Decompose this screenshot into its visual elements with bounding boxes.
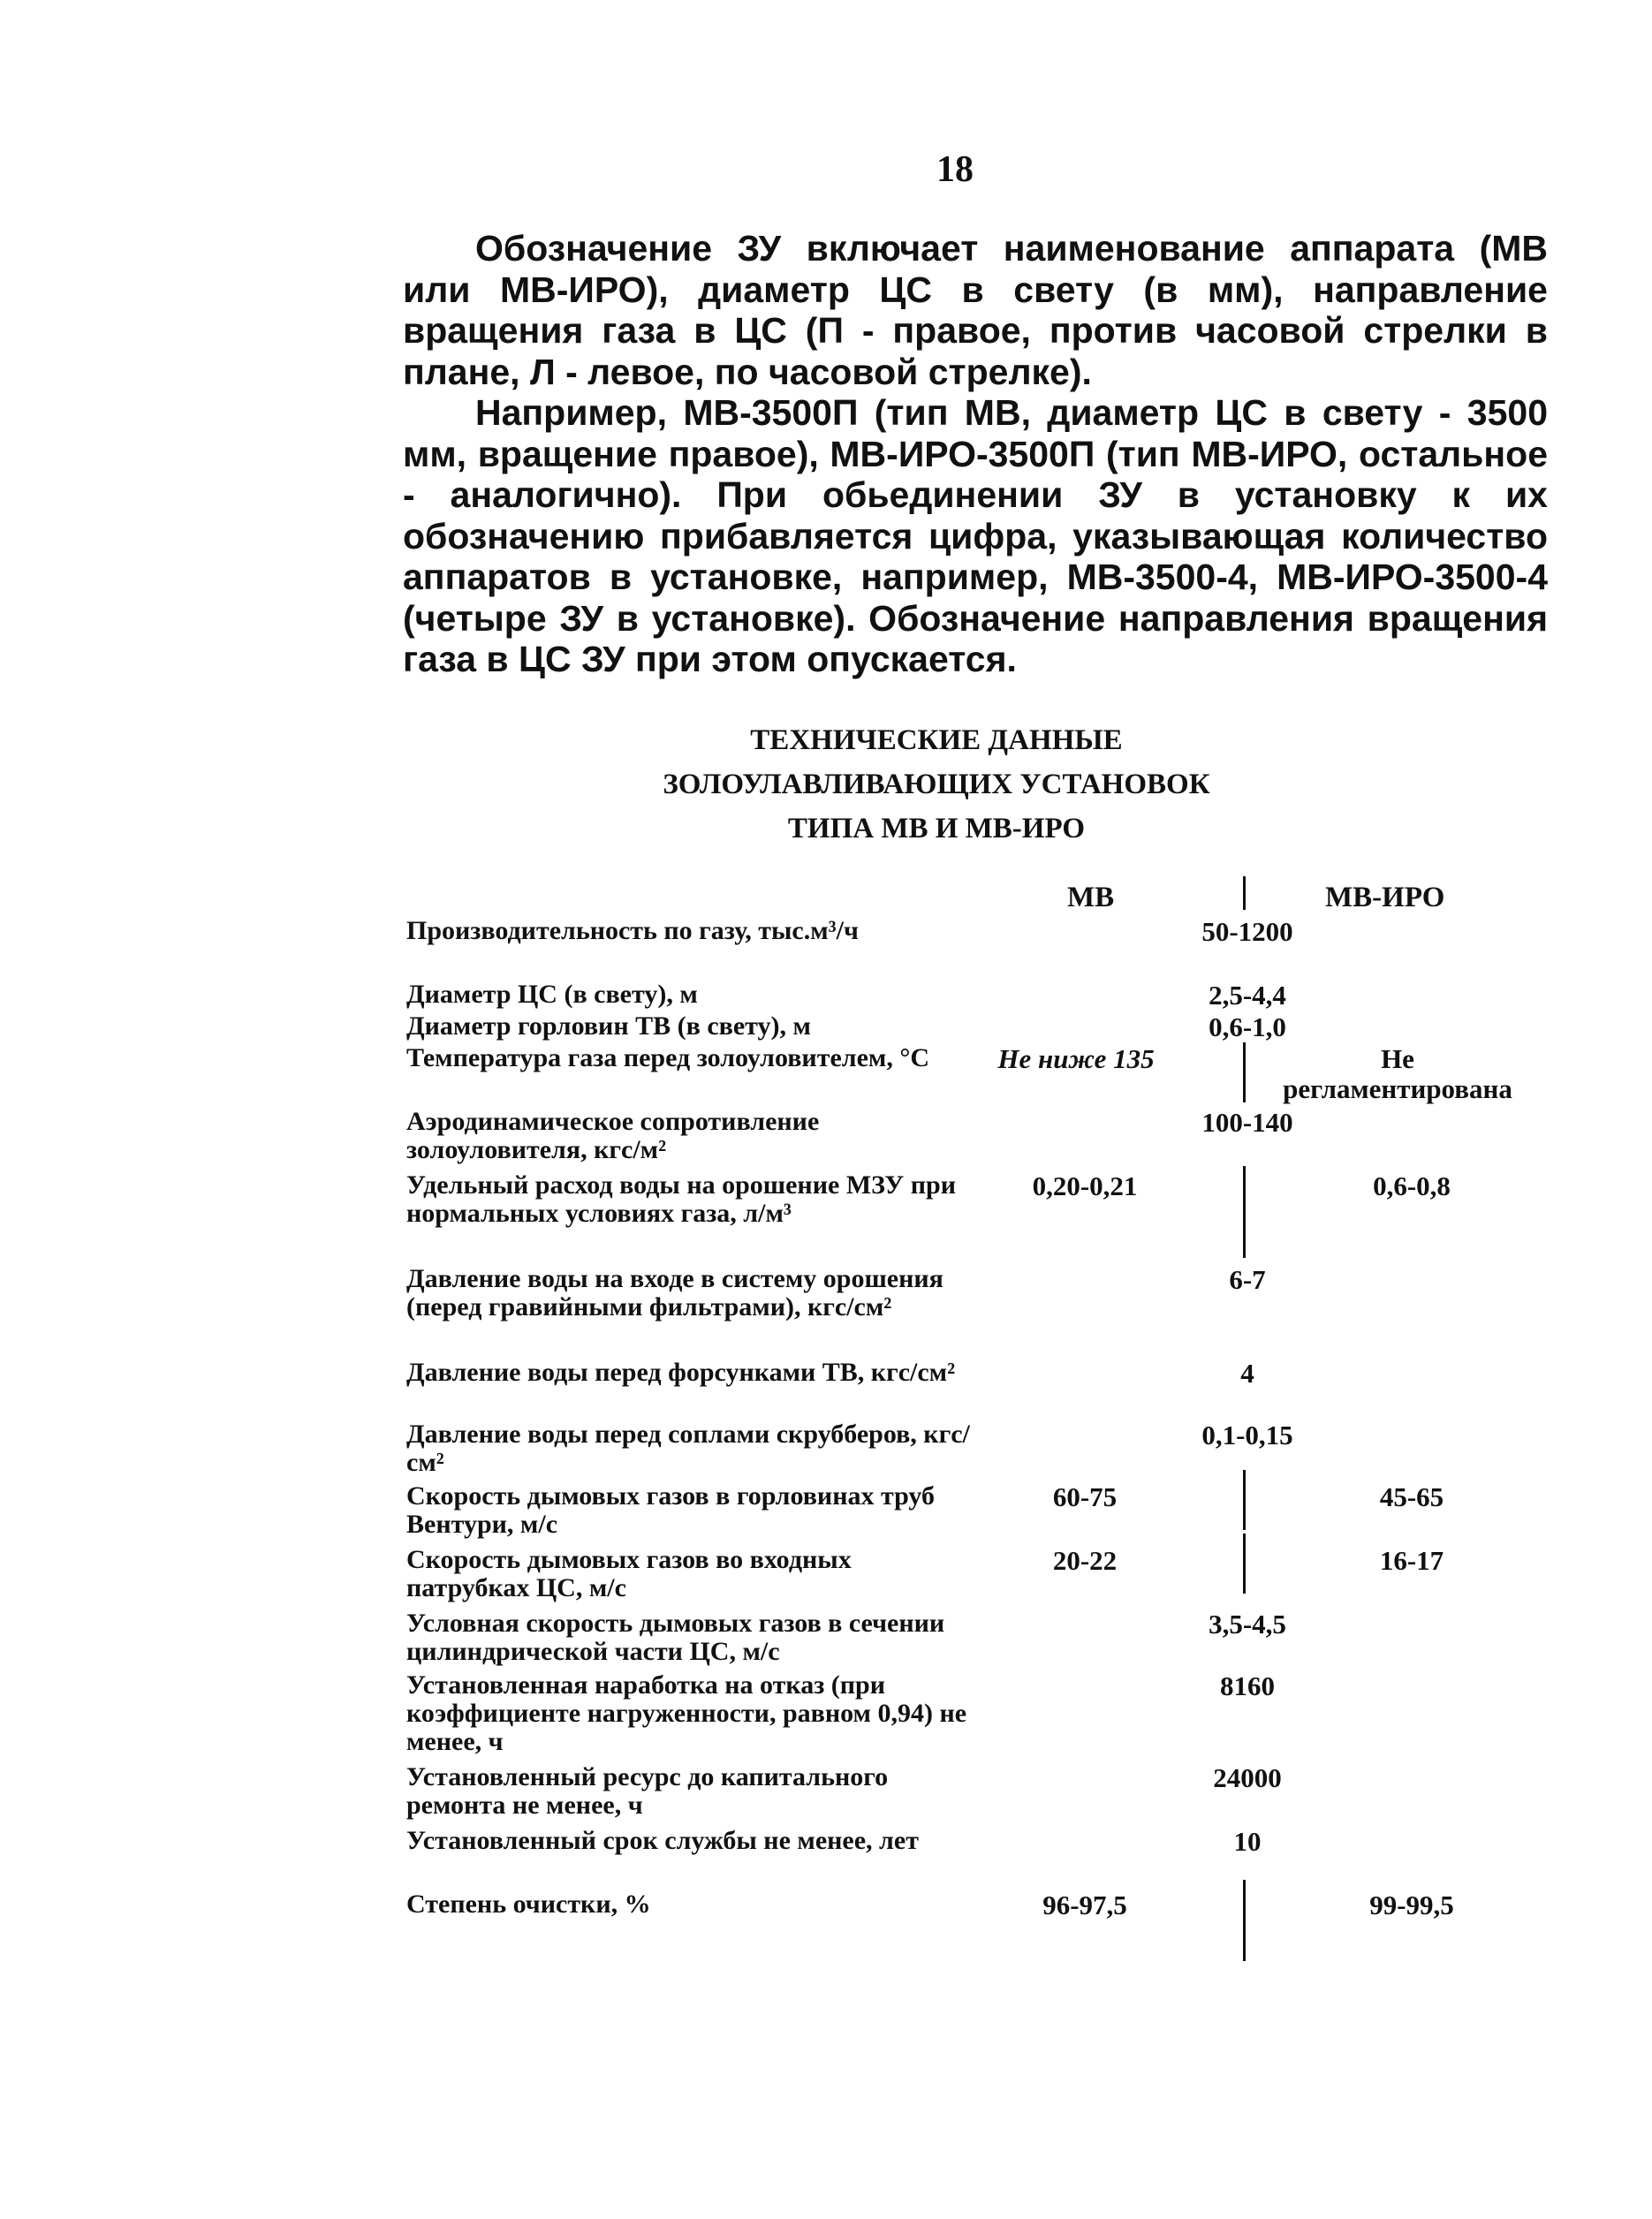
column-separator [1243, 1534, 1246, 1594]
param-value-scrubber-pressure: 0,1-0,15 [1201, 1420, 1293, 1450]
param-label-aero-resistance: Аэродинамическое сопротивление золоуловителя, кгс/м² [406, 1107, 820, 1164]
param-label-mtbf: Установленная наработка на отказ (при коэффициенте нагруженности, равном 0,94) не менее, ч [406, 1670, 967, 1756]
param-value-nozzle-pressure: 4 [1240, 1358, 1254, 1389]
table-title-line-1: ТЕХНИЧЕСКИЕ ДАННЫЕ [750, 724, 1123, 756]
param-value-cleaning-degree-mv: 96-97,5 [1042, 1890, 1127, 1920]
column-header-mv: МВ [1067, 882, 1115, 913]
param-value-throat-diameter: 0,6-1,0 [1209, 1011, 1286, 1042]
param-value-conditional-gas-speed: 3,5-4,5 [1209, 1609, 1286, 1640]
param-value-gas-temperature-mv: Не ниже 135 [997, 1043, 1155, 1074]
param-value-cs-diameter: 2,5-4,4 [1209, 980, 1286, 1011]
column-separator [1243, 1042, 1246, 1102]
param-value-inlet-gas-speed-mv-iro: 16-17 [1379, 1545, 1444, 1576]
table-title-line-2: ЗОЛОУЛАВЛИВАЮЩИХ УСТАНОВОК [663, 769, 1210, 800]
param-label-gas-temperature: Температура газа перед золоуловителем, °С [406, 1043, 930, 1072]
param-value-water-consumption-mv: 0,20-0,21 [1032, 1170, 1138, 1201]
intro-paragraph-1: Обозначение ЗУ включает наименование аппарата (МВ или МВ-ИРО), диаметр ЦС в свету (в мм), направление вращения газа в ЦС (П - правое, против часовой стрелки в плане, Л - левое, по часовой стрелке). [403, 228, 1548, 392]
column-separator [1243, 1166, 1246, 1258]
intro-paragraph-2: Например, МВ-3500П (тип МВ, диаметр ЦС в свету - 3500 мм, вращение правое), МВ-ИРО-3500П (тип МВ-ИРО, остальное - аналогично). При обьединении ЗУ в установку к их обозначению прибавляется цифра, указывающая количество аппаратов в установке, например, МВ-3500-4, МВ-ИРО-3500-4 (четыре ЗУ в установке). Обозначение направления вращения газа в ЦС ЗУ при этом опускается. [403, 392, 1548, 679]
param-label-nozzle-pressure: Давление воды перед форсунками ТВ, кгс/см² [406, 1358, 956, 1387]
page-number: 18 [936, 149, 974, 190]
param-label-service-resource: Установленный ресурс до капитального ремонта не менее, ч [406, 1762, 889, 1820]
param-label-scrubber-pressure: Давление воды перед соплами скрубберов, кгс/см² [406, 1420, 970, 1477]
column-separator [1243, 1470, 1246, 1530]
param-label-inlet-gas-speed: Скорость дымовых газов во входных патрубках ЦС, м/с [406, 1545, 852, 1602]
param-value-venturi-gas-speed-mv: 60-75 [1052, 1481, 1118, 1512]
param-value-gas-temperature-mv-iro: Не регламентирована [1283, 1043, 1512, 1104]
param-label-venturi-gas-speed: Скорость дымовых газов в горловинах труб Вентури, м/с [406, 1481, 935, 1539]
param-value-inlet-gas-speed-mv: 20-22 [1052, 1545, 1118, 1576]
param-label-service-life: Установленный срок службы не менее, лет [406, 1826, 919, 1855]
param-value-water-consumption-mv-iro: 0,6-0,8 [1373, 1170, 1451, 1201]
column-separator [1243, 876, 1246, 910]
param-label-throat-diameter: Диаметр горловин ТВ (в свету), м [406, 1011, 811, 1041]
param-value-inlet-water-pressure: 6-7 [1229, 1264, 1266, 1295]
param-value-venturi-gas-speed-mv-iro: 45-65 [1379, 1481, 1444, 1512]
param-value-throughput: 50-1200 [1201, 916, 1293, 947]
column-header-mv-iro: МВ-ИРО [1325, 882, 1445, 913]
param-label-water-consumption: Удельный расход воды на орошение МЗУ при нормальных условиях газа, л/м³ [406, 1170, 956, 1228]
param-label-throughput: Производительность по газу, тыс.м³/ч [406, 916, 859, 945]
column-separator [1243, 1880, 1246, 1961]
param-label-cs-diameter: Диаметр ЦС (в свету), м [406, 980, 698, 1009]
param-value-service-life: 10 [1233, 1826, 1262, 1857]
table-title-line-3: ТИПА МВ И МВ-ИРО [787, 813, 1086, 844]
param-label-inlet-water-pressure: Давление воды на входе в систему орошения (перед гравийными фильтрами), кгс/см² [406, 1264, 943, 1322]
param-label-cleaning-degree: Степень очистки, % [406, 1890, 651, 1919]
intro-text [403, 228, 1548, 680]
param-value-mtbf: 8160 [1220, 1670, 1275, 1701]
param-value-service-resource: 24000 [1213, 1762, 1282, 1793]
param-value-cleaning-degree-mv-iro: 99-99,5 [1369, 1890, 1454, 1920]
param-label-conditional-gas-speed: Условная скорость дымовых газов в сечении цилиндрической части ЦС, м/с [406, 1609, 945, 1666]
param-value-aero-resistance: 100-140 [1201, 1107, 1293, 1138]
